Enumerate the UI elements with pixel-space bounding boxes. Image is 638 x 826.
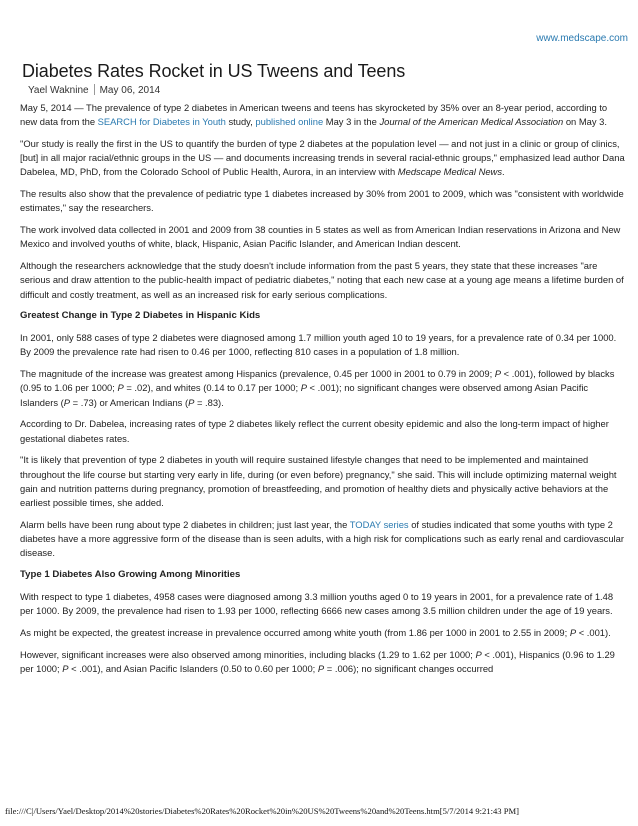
text: = .006); no significant changes occurred	[324, 662, 494, 674]
text: May 5, 2014 — The prevalence of type 2 diabetes in American tweens and teens has skyrocketed by 35% over an 8-year period, according to new data from the	[20, 102, 608, 128]
paragraph: The results also show that the prevalence of pediatric type 1 diabetes increased by 30% from 2001 to 2009, which was "consistent with worldwide estimates," say the researchers.	[20, 188, 624, 214]
text: Alarm bells have been rung about type 2 diabetes in children; just last year, the	[20, 518, 350, 530]
text: May 3 in the	[323, 116, 380, 128]
text: on May 3.	[563, 116, 607, 128]
author-name: Yael Waknine	[28, 85, 89, 96]
text: = .73) or American Indians (	[70, 396, 189, 408]
p-value-label: P	[300, 382, 307, 394]
section-heading: Type 1 Diabetes Also Growing Among Minorities	[20, 569, 241, 581]
text: study,	[225, 116, 256, 128]
paragraph: The work involved data collected in 2001 and 2009 from 38 counties in 5 states as well as from American Indian reservations in Arizona and New Mexico and involved youths of white, black, Hispanic, Asian Pacific Islander, and American Indian descent.	[20, 224, 621, 250]
p-value-label: P	[188, 396, 195, 408]
paragraph	[20, 137, 625, 180]
site-url-link[interactable]: www.medscape.com	[536, 33, 628, 44]
journal-name: Journal of the American Medical Association	[379, 116, 564, 128]
text: < .001); no significant changes were observed among Asian Pacific Islanders (	[20, 382, 589, 408]
text: However, significant increases were also observed among minorities, including blacks (1.29 to 1.62 per 1000;	[20, 648, 476, 660]
paragraph	[20, 367, 625, 410]
text: .	[502, 166, 505, 178]
byline	[28, 84, 160, 96]
text: < .001), followed by blacks (0.95 to 1.06 per 1000;	[20, 368, 615, 394]
p-value-label: P	[62, 662, 69, 674]
text: of studies indicated that some youths with type 2 diabetes have a more aggressive form of the disease than is seen adults, with a high risk for complications such as early renal and cardiovascular disease.	[20, 518, 624, 559]
publish-date: May 06, 2014	[99, 85, 161, 96]
section-heading: Greatest Change in Type 2 Diabetes in Hispanic Kids	[20, 310, 261, 322]
file-path-footer: file:///C|/Users/Yael/Desktop/2014%20stories/Diabetes%20Rates%20Rocket%20in%20US%20Tweens%20and%20Teens.htm[5/7/2014 9:21:43 PM]	[5, 806, 520, 816]
p-value-label: P	[475, 648, 482, 660]
p-value-label: P	[494, 368, 502, 380]
paragraph: In 2001, only 588 cases of type 2 diabetes were diagnosed among 1.7 million youth aged 10 to 19 years, for a prevalence rate of 0.34 per 1000. By 2009 the prevalence rate had risen to 0.46 per 1000, reflecting 810 cases in a population of 1.8 million.	[20, 332, 617, 358]
text: "Our study is really the first in the US to quantify the burden of type 2 diabetes at the population level — and not just in a clinic or group of clinics, [but] in all major racial/ethnic groups in the US — and documents increasing trends in several racial-ethnic groups," emphasized lead author Dana Dabelea, MD, PhD, from the Colorado School of Public Health, Aurora, in an interview with	[20, 138, 625, 178]
paragraph	[20, 626, 625, 640]
p-value-label: P	[569, 626, 577, 638]
byline-divider	[94, 84, 95, 95]
publication-name: Medscape Medical News	[397, 166, 503, 178]
search-study-link[interactable]: SEARCH for Diabetes in Youth	[97, 116, 226, 128]
paragraph: "It is likely that prevention of type 2 diabetes in youth will require sustained lifestyle changes that need to be implemented and maintained throughout the life course but starting very early in life, during (or even before) pregnancy," she said. This will include optimizing maternal weight gain and nutrition patterns during pregnancy, promotion of breastfeeding, and promotion of healthy diets and physically active behaviors at the earliest possible times, she added.	[20, 454, 617, 509]
paragraph	[20, 518, 625, 561]
published-online-link[interactable]: published online	[255, 116, 324, 128]
paragraph: According to Dr. Dabelea, increasing rates of type 2 diabetes likely reflect the current obesity epidemic and also the long-term impact of higher gestational diabetes rates.	[20, 418, 609, 444]
text: As might be expected, the greatest increase in prevalence occurred among white youth (from 1.86 per 1000 in 2001 to 2.55 in 2009;	[20, 626, 570, 638]
paragraph: With respect to type 1 diabetes, 4958 cases were diagnosed among 3.3 million youths aged 0 to 19 years in 2001, for a prevalence rate of 1.48 per 1000. By 2009, the prevalence had risen to 1.93 per 1000, reflecting 6666 new cases among 3.5 million children under the age of 19 years.	[20, 590, 614, 617]
text: = .83).	[194, 396, 224, 408]
paragraph: Although the researchers acknowledge that the study doesn't include information from the past 5 years, they state that these increases "are serious and draw attention to the public-health impact of pediatric diabetes," noting that each new case at a young age means a lifetime burden of difficult and costly treatment, as well as an increased risk for early serious complications.	[20, 260, 624, 300]
text: < .001).	[576, 626, 611, 638]
p-value-label: P	[63, 396, 71, 408]
article-body	[20, 101, 625, 684]
today-series-link[interactable]: TODAY series	[349, 518, 409, 530]
p-value-label: P	[317, 662, 325, 674]
p-value-label: P	[117, 382, 124, 394]
paragraph	[20, 101, 625, 129]
text: = .02), and whites (0.14 to 0.17 per 1000;	[123, 382, 301, 394]
paragraph	[20, 648, 625, 676]
article-title: Diabetes Rates Rocket in US Tweens and Teens	[22, 61, 406, 81]
text: < .001), and Asian Pacific Islanders (0.50 to 0.60 per 1000;	[68, 662, 318, 674]
text: The magnitude of the increase was greatest among Hispanics (prevalence, 0.45 per 1000 in 2001 to 0.79 in 2009;	[20, 368, 495, 380]
text: < .001), Hispanics (0.96 to 1.29 per 1000;	[20, 648, 615, 674]
